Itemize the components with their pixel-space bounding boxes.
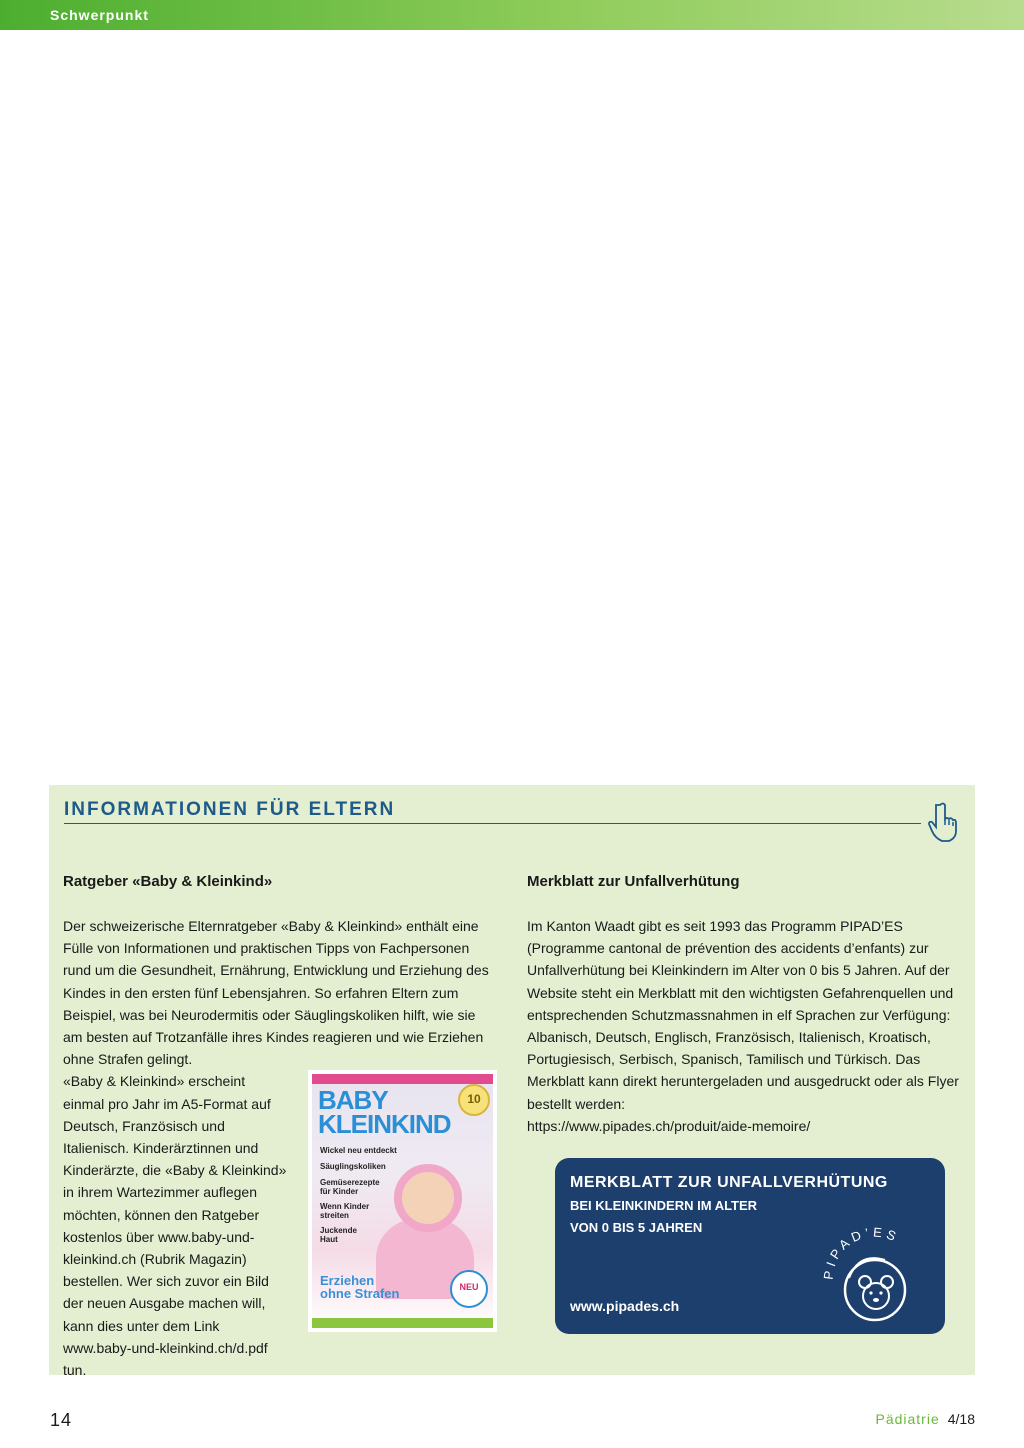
banner-line-1: MERKBLATT ZUR UNFALLVERHÜTUNG	[570, 1174, 888, 1191]
page-number: 14	[50, 1410, 73, 1430]
cover-line: Juckende Haut	[320, 1226, 357, 1244]
right-heading: Merkblatt zur Unfallverhütung	[527, 873, 740, 890]
baby-face-shape	[394, 1164, 462, 1232]
section-header-bar	[0, 0, 1024, 30]
banner-url[interactable]: www.pipades.ch	[570, 1298, 680, 1314]
right-column	[527, 871, 963, 1137]
journal-name: Pädiatrie	[875, 1411, 940, 1427]
cover-title: BABY KLEINKIND	[318, 1085, 451, 1139]
section-label: Schwerpunkt	[50, 7, 149, 23]
cover-bottom-title: Erziehen ohne Strafen	[320, 1273, 400, 1301]
left-heading: Ratgeber «Baby & Kleinkind»	[63, 873, 273, 890]
cover-line: Wenn Kinder streiten	[320, 1202, 370, 1220]
cover-line: Wickel neu entdeckt	[320, 1146, 397, 1155]
info-box	[49, 785, 975, 1379]
right-link[interactable]: https://www.pipades.ch/produit/aide-memoire/	[527, 1117, 811, 1134]
left-paragraph-1: Der schweizerische Elternratgeber «Baby & Kleinkind» enthält eine Fülle von Informationen und praktischen Tipps von Fachpersonen rund um die Gesundheit, Ernährung, Entwicklung und Erziehung des Kindes in den ersten fünf Lebensjahren. So erfahren Eltern zum Beispiel, was bei Neurodermitis oder Säuglingskoliken hilft, wie sie am besten auf Trotzanfälle ihres Kindes reagieren und wie Erziehen ohne Strafen gelingt.	[63, 918, 489, 1068]
cover-line: Gemüserezepte für Kinder	[320, 1178, 380, 1196]
right-paragraph-1: Im Kanton Waadt gibt es seit 1993 das Programm PIPAD’ES (Programme cantonal de prévention des accidents d’enfants) zur Unfallverhütung bei Kleinkindern im Alter von 0 bis 5 Jahren. Auf der Website steht ein Merkblatt mit den wichtigsten Gefahrenquellen und entsprechenden Schutzmassnahmen in elf Sprachen zur Verfügung: Albanisch, Deutsch, Englisch, Französisch, Italienisch, Kroatisch, Portugiesisch, Serbisch, Spanisch, Tamilisch und Türkisch. Das Merkblatt kann direkt heruntergeladen und ausgedruckt oder als Flyer bestellt werden:	[527, 918, 959, 1112]
cover-anniversary-badge: 10	[458, 1084, 490, 1116]
box-title: INFORMATIONEN FÜR ELTERN	[64, 799, 396, 820]
journal-footer	[875, 1411, 975, 1427]
cover-line: Säuglingskoliken	[320, 1162, 386, 1171]
cover-top-strip	[312, 1074, 493, 1084]
issue-number: 4/18	[947, 1411, 975, 1427]
svg-text:PIPAD’ES: PIPAD’ES	[820, 1224, 902, 1281]
box-divider	[64, 823, 921, 824]
pipades-teddy-logo-icon	[819, 1220, 927, 1328]
banner-line-2: BEI KLEINKINDERN IM ALTER	[570, 1198, 758, 1213]
cover-bottom-strip	[312, 1318, 493, 1328]
cover-new-badge: NEU	[450, 1270, 488, 1308]
pointing-hand-icon	[927, 801, 957, 843]
banner-line-3: VON 0 BIS 5 JAHREN	[570, 1220, 703, 1235]
magazine-cover	[308, 1070, 497, 1332]
pipades-banner	[555, 1158, 945, 1334]
left-paragraph-2: «Baby & Kleinkind» erscheint einmal pro Jahr im A5-Format auf Deutsch, Französisch und Italienisch. Kinderärztinnen und Kinderärzte, die «Baby & Kleinkind» in ihrem Wartezimmer auflegen möchten, können den Ratgeber kostenlos über www.baby-und-kleinkind.ch (Rubrik Magazin) bestellen. Wer sich zuvor ein Bild der neuen Ausgabe machen will, kann dies unter dem Link www.baby-und-kleinkind.ch/d.pdf tun.	[63, 1073, 287, 1379]
